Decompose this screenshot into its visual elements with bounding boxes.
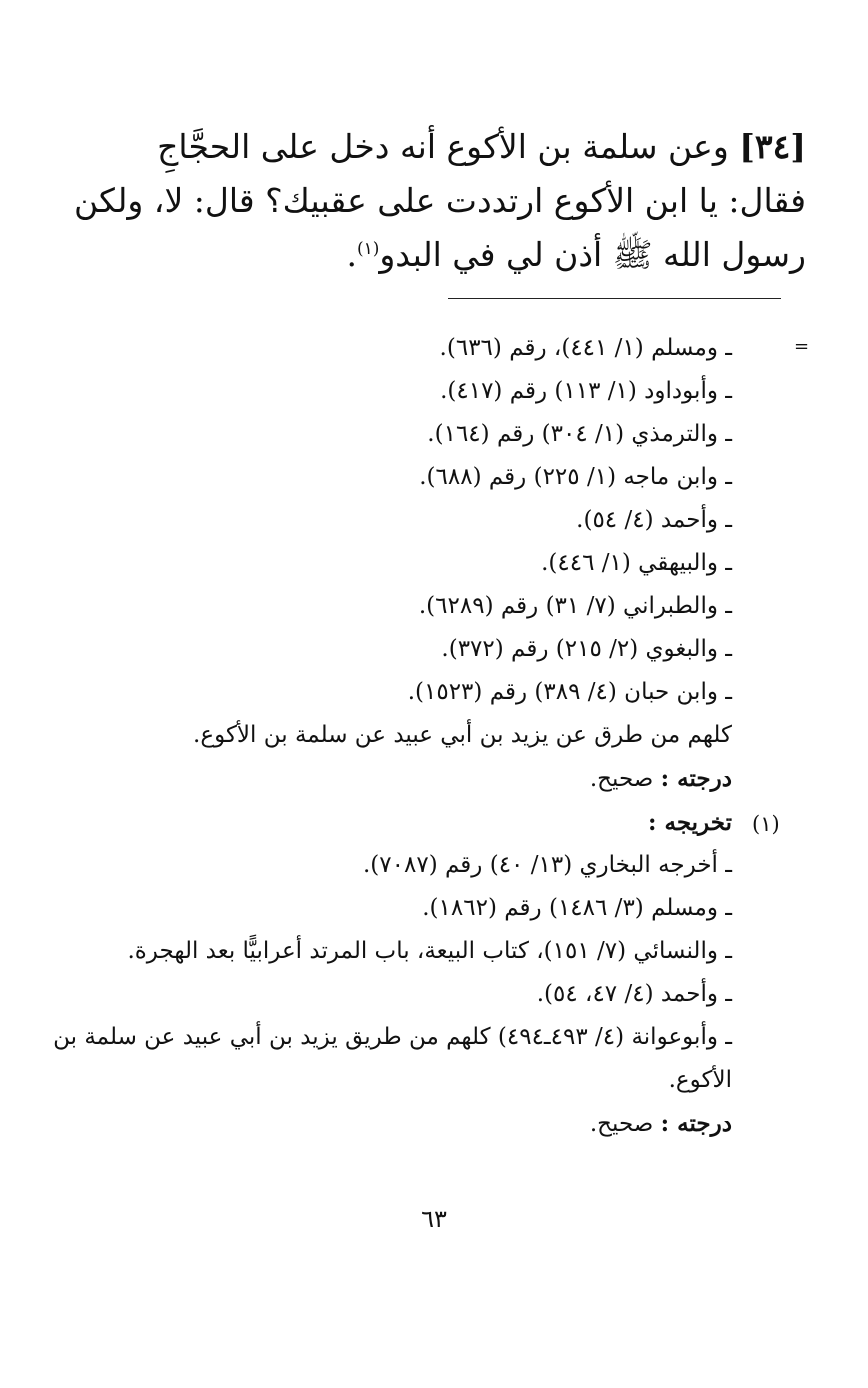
- note-line: ـ والنسائي (٧/ ١٥١)، كتاب البيعة، باب المرتد أعرابيًّا بعد الهجرة.: [127, 938, 732, 964]
- grade-label: درجته :: [660, 1110, 732, 1137]
- hadith-line-2: فقال: يا ابن الأكوع ارتددت على عقبيك؟ قال: لا، ولكن: [73, 181, 806, 220]
- hadith-line-1: [٣٤] وعن سلمة بن الأكوع أنه دخل على الحجَّاجِ: [157, 127, 806, 166]
- grade-line: [60, 757, 732, 801]
- footnote-marker: (١): [752, 812, 780, 836]
- note-line: ـ ومسلم (٣/ ١٤٨٦) رقم (١٨٦٢).: [422, 895, 732, 921]
- note-line: ـ وأبوداود (١/ ١١٣) رقم (٤١٧).: [440, 378, 732, 404]
- continuation-mark: =: [794, 336, 810, 357]
- footnote-separator: [448, 298, 781, 299]
- note-line: ـ وأحمد (٤/ ٥٤).: [576, 507, 732, 533]
- note-line: ـ والترمذي (١/ ٣٠٤) رقم (١٦٤).: [427, 421, 732, 447]
- note-line: ـ وأبوعوانة (٤/ ٤٩٣ـ٤٩٤) كلهم من طريق يزيد بن أبي عبيد عن سلمة بن: [53, 1024, 732, 1050]
- note-line: ـ ومسلم (١/ ٤٤١)، رقم (٦٣٦).: [439, 335, 732, 361]
- note-line: ـ وابن ماجه (١/ ٢٢٥) رقم (٦٨٨).: [419, 464, 732, 490]
- hadith-number: [٣٤]: [739, 127, 806, 166]
- note-line: ـ والبغوي (٢/ ٢١٥) رقم (٣٧٢).: [441, 636, 732, 662]
- note-line: كلهم من طرق عن يزيد بن أبي عبيد عن سلمة بن الأكوع.: [193, 722, 732, 748]
- grade-value: صحيح.: [589, 1111, 654, 1137]
- note-line: ـ والبيهقي (١/ ٤٤٦).: [541, 550, 732, 576]
- note-line: ـ أخرجه البخاري (١٣/ ٤٠) رقم (٧٠٨٧).: [363, 852, 732, 878]
- hadith-text: [60, 120, 806, 282]
- note-line: ـ وأحمد (٤/ ٤٧، ٥٤).: [536, 981, 732, 1007]
- footnote-reference: (١): [356, 239, 380, 259]
- grade-line: [60, 1102, 732, 1146]
- grade-value: صحيح.: [589, 766, 654, 792]
- hadith-line-3: رسول الله ﷺ أذن لي في البدو$^{(١)}$.: [346, 235, 806, 274]
- takhrij-heading: تخريجه :: [647, 809, 732, 836]
- grade-label: درجته :: [660, 765, 732, 792]
- note-line: ـ والطبراني (٧/ ٣١) رقم (٦٢٨٩).: [418, 593, 732, 619]
- page-number: ٦٣: [421, 1205, 447, 1233]
- note-line: الأكوع.: [668, 1067, 732, 1093]
- footnotes: [53, 327, 732, 1146]
- note-line: ـ وابن حبان (٤/ ٣٨٩) رقم (١٥٢٣).: [407, 679, 732, 705]
